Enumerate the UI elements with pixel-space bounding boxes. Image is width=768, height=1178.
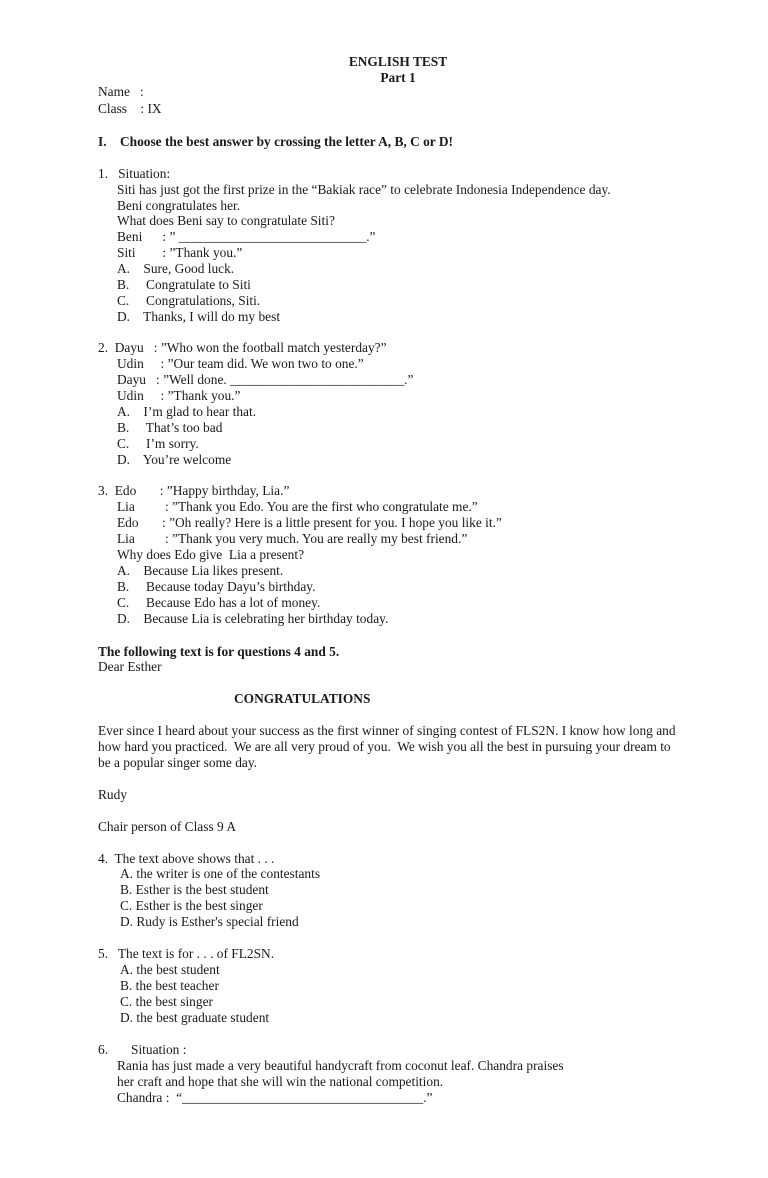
q4-option-b[interactable]: B. Esther is the best student [120,882,269,897]
q3-option-b[interactable]: B. Because today Dayu’s birthday. [117,579,316,594]
name-label: Name : [98,84,144,99]
q5-option-c[interactable]: C. the best singer [120,994,213,1009]
q3-line: Lia : ”Thank you Edo. You are the first who congratulate me.” [117,499,478,514]
passage-greeting: Dear Esther [98,659,162,674]
q4-option-a[interactable]: A. the writer is one of the contestants [120,866,321,881]
q6-line: Chandra : “____________________________________.” [117,1090,433,1105]
passage-body-line: how hard you practiced. We are all very proud of you. We wish you all the best in pursuing your dream to [98,739,671,754]
q1-option-c[interactable]: C. Congratulations, Siti. [117,293,261,308]
passage-sender-title: Chair person of Class 9 A [98,819,236,834]
q1-line: What does Beni say to congratulate Siti? [117,213,335,228]
q3-line: Lia : ”Thank you very much. You are really my best friend.” [117,531,468,546]
passage-intro: The following text is for questions 4 and 5. [98,644,340,659]
test-title: ENGLISH TEST [348,54,448,69]
q2-line: 2. Dayu : ”Who won the football match yesterday?” [98,340,387,355]
q6-line: Rania has just made a very beautiful handycraft from coconut leaf. Chandra praises [117,1058,564,1073]
q1-option-d[interactable]: D. Thanks, I will do my best [117,309,281,324]
q3-line: 3. Edo : ”Happy birthday, Lia.” [98,483,290,498]
q3-option-a[interactable]: A. Because Lia likes present. [117,563,284,578]
q5-option-b[interactable]: B. the best teacher [120,978,219,993]
q6-line: her craft and hope that she will win the national competition. [117,1074,444,1089]
instruction: I. Choose the best answer by crossing the letter A, B, C or D! [98,134,453,149]
q2-line: Udin : ”Thank you.” [117,388,241,403]
q3-option-c[interactable]: C. Because Edo has a lot of money. [117,595,321,610]
q4-option-d[interactable]: D. Rudy is Esther's special friend [120,914,299,929]
q2-line: Udin : ”Our team did. We won two to one.” [117,356,364,371]
q1-line: Beni congratulates her. [117,198,241,213]
q2-option-d[interactable]: D. You’re welcome [117,452,232,467]
q1-line: Beni : ” ____________________________.” [117,229,376,244]
q5-stem: 5. The text is for . . . of FL2SN. [98,946,275,961]
q2-option-a[interactable]: A. I’m glad to hear that. [117,404,257,419]
passage-sender: Rudy [98,787,128,802]
q3-line: Why does Edo give Lia a present? [117,547,305,562]
passage-body-line: be a popular singer some day. [98,755,258,770]
q1-line: Siti : ”Thank you.” [117,245,243,260]
test-part: Part 1 [380,70,416,85]
q2-option-b[interactable]: B. That’s too bad [117,420,223,435]
q1-option-b[interactable]: B. Congratulate to Siti [117,277,251,292]
q6-label: Situation : [131,1042,187,1057]
q4-stem: 4. The text above shows that . . . [98,851,275,866]
q1-option-a[interactable]: A. Sure, Good luck. [117,261,235,276]
q1-number: 1. Situation: [98,166,171,181]
q2-option-c[interactable]: C. I’m sorry. [117,436,199,451]
q1-line: Siti has just got the first prize in the “Bakiak race” to celebrate Indonesia Independence day. [117,182,611,197]
q2-line: Dayu : ”Well done. __________________________.” [117,372,414,387]
q3-option-d[interactable]: D. Because Lia is celebrating her birthday today. [117,611,389,626]
q4-option-c[interactable]: C. Esther is the best singer [120,898,263,913]
q6-number: 6. [98,1042,109,1057]
q5-option-d[interactable]: D. the best graduate student [120,1010,270,1025]
q5-option-a[interactable]: A. the best student [120,962,220,977]
passage-heading: CONGRATULATIONS [234,691,371,706]
q3-line: Edo : ”Oh really? Here is a little present for you. I hope you like it.” [117,515,502,530]
passage-body-line: Ever since I heard about your success as the first winner of singing contest of FLS2N. I know how long and [98,723,676,738]
class-label: Class : IX [98,101,162,116]
